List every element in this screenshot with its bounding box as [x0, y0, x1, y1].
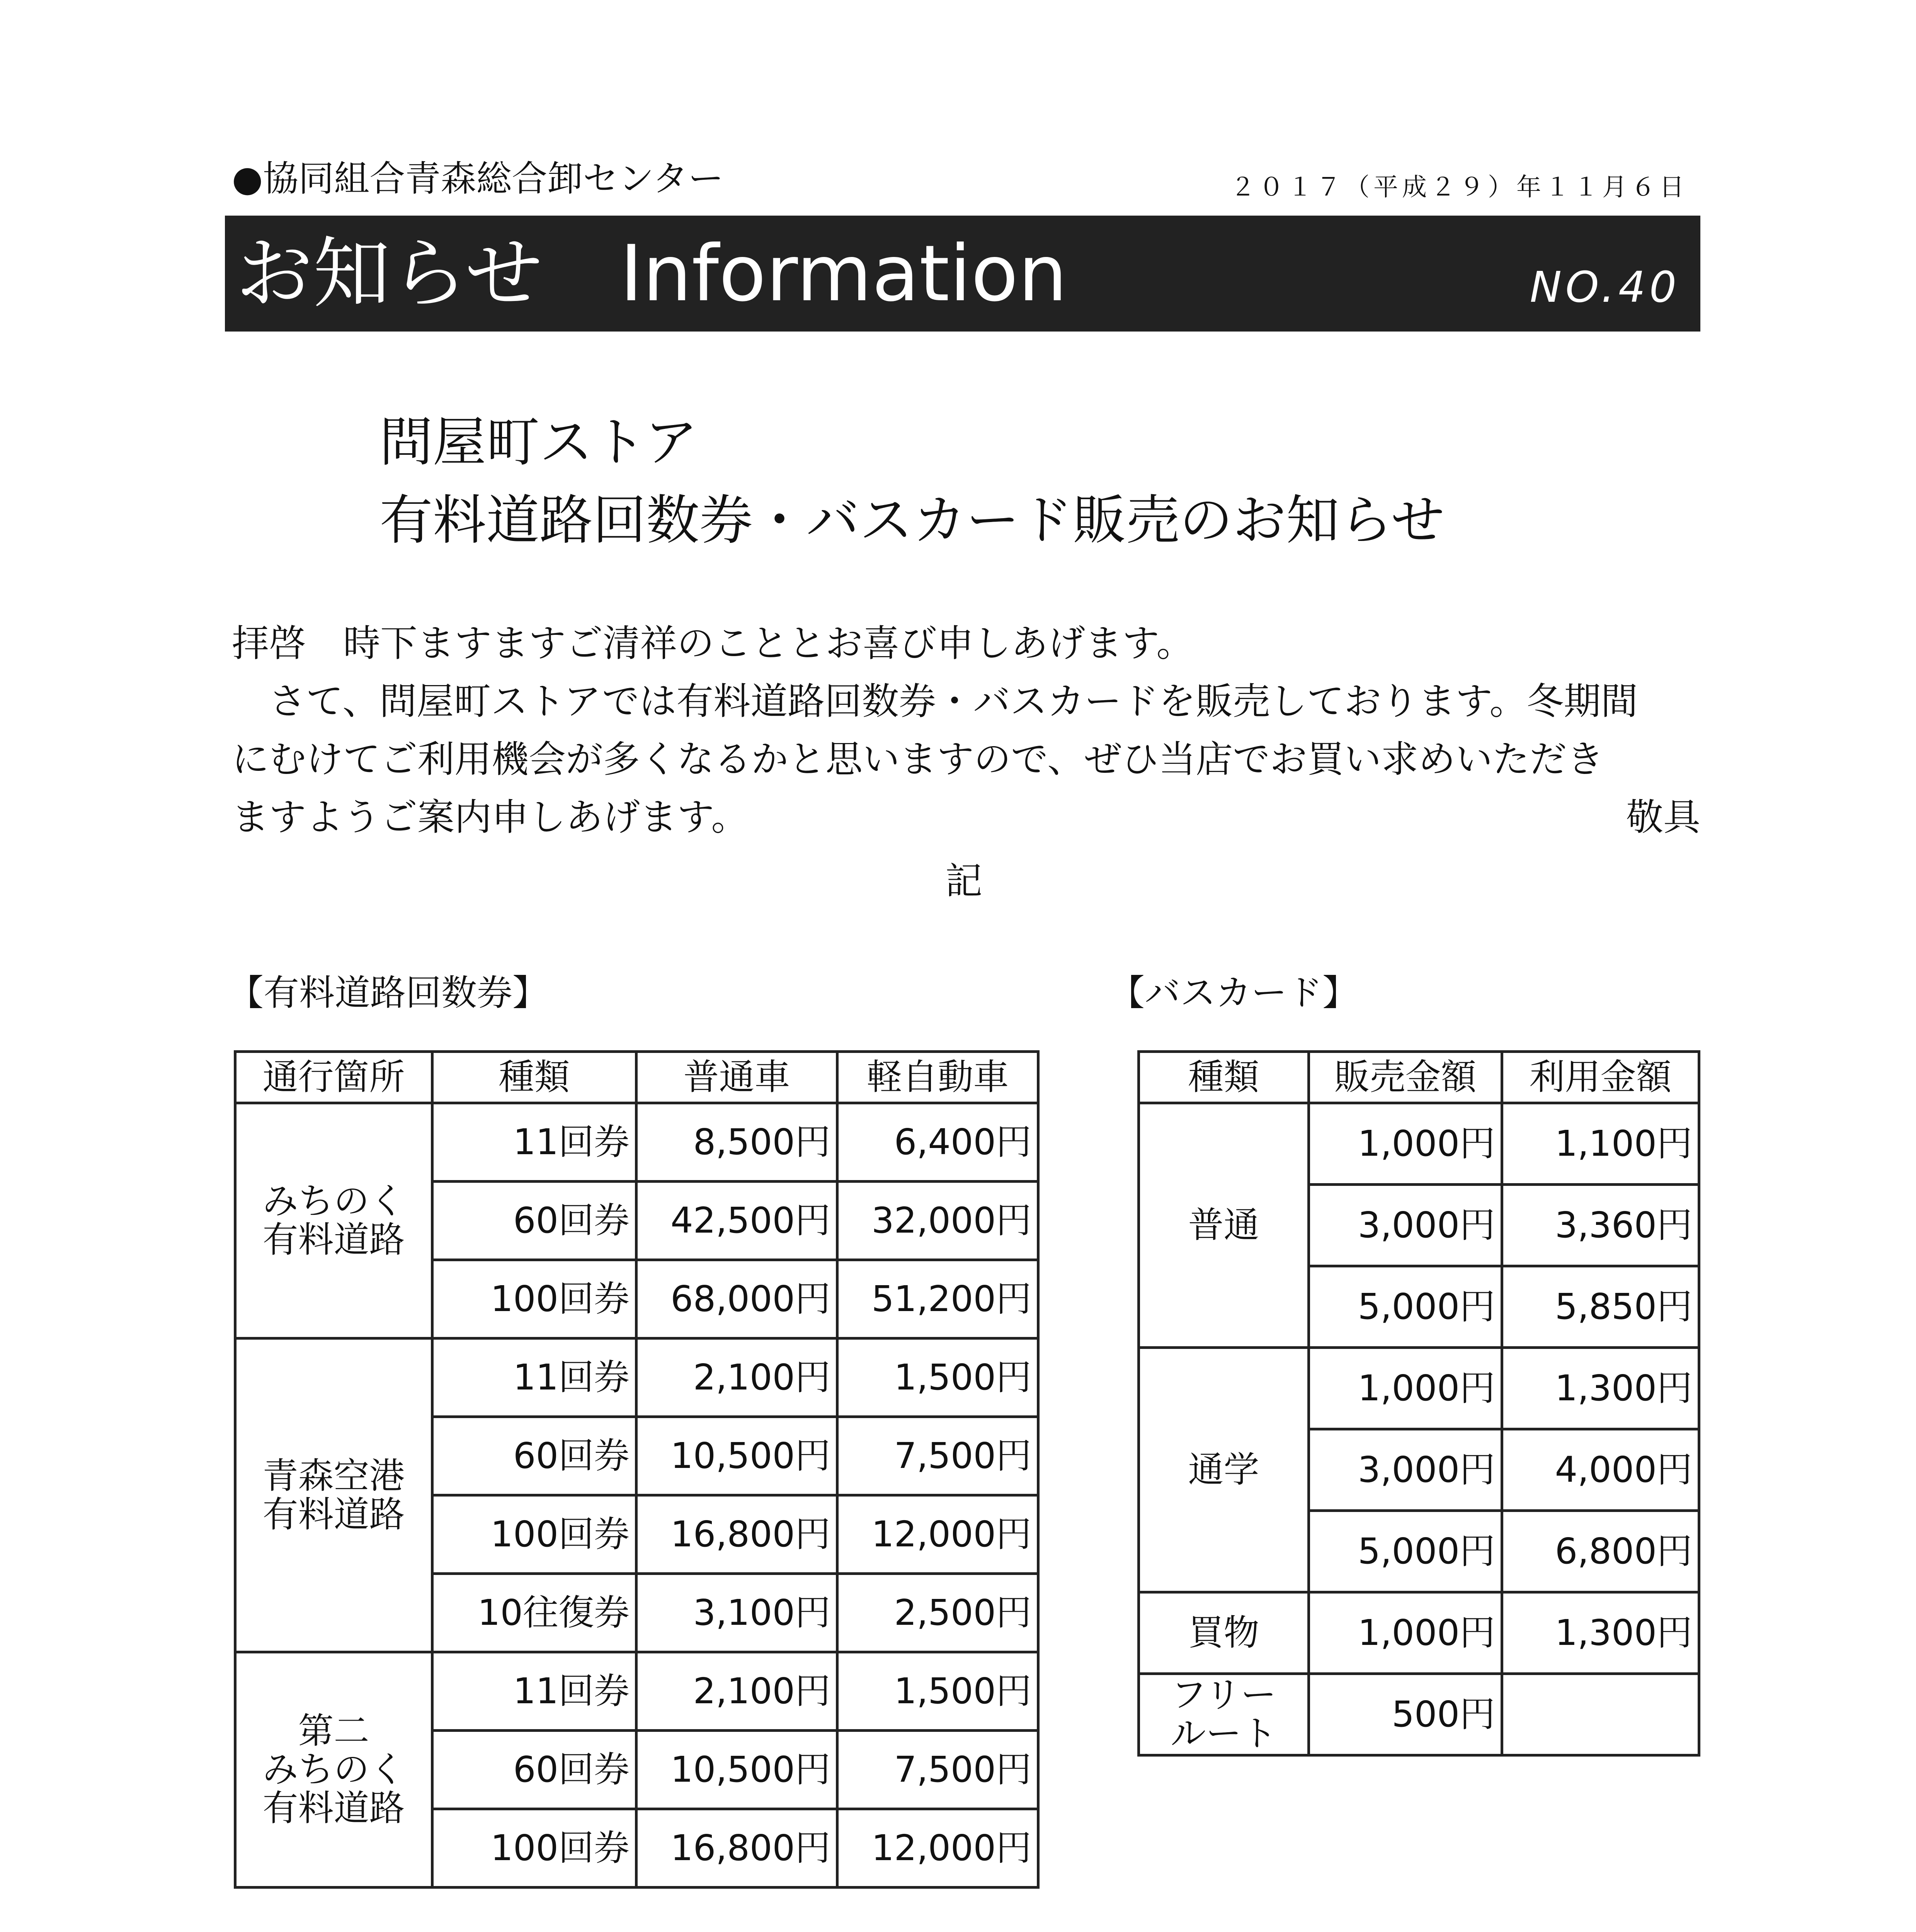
issue-date: ２０１７（平成２９）年１１月６日	[1230, 173, 1688, 202]
regular-car-price: 10,500円	[636, 1417, 837, 1495]
regular-car-price: 10,500円	[636, 1731, 837, 1809]
kei-car-price: 51,200円	[837, 1260, 1038, 1338]
card-type: 買物	[1139, 1592, 1309, 1674]
page-title-line1: 問屋町ストア	[379, 411, 698, 473]
table-row	[235, 1652, 1038, 1731]
usage-value: 4,000円	[1502, 1429, 1699, 1511]
organization-name: ●協同組合青森総合卸センター	[232, 158, 724, 199]
sale-price: 500円	[1309, 1674, 1502, 1755]
kei-car-price: 7,500円	[837, 1731, 1038, 1809]
route-name: 青森空港 有料道路	[235, 1338, 432, 1652]
kei-car-price: 2,500円	[837, 1574, 1038, 1652]
usage-value: 6,800円	[1502, 1511, 1699, 1592]
table-row	[235, 1338, 1038, 1417]
closing-keigu: 敬具	[1626, 796, 1700, 839]
column-header: 軽自動車	[837, 1052, 1038, 1103]
table-header-row	[1139, 1052, 1699, 1103]
kei-car-price: 1,500円	[837, 1652, 1038, 1731]
table-header-row	[235, 1052, 1038, 1103]
regular-car-price: 16,800円	[636, 1495, 837, 1574]
kei-car-price: 12,000円	[837, 1809, 1038, 1888]
sale-price: 5,000円	[1309, 1511, 1502, 1592]
kei-car-price: 32,000円	[837, 1182, 1038, 1260]
ticket-type: 10往復券	[432, 1574, 636, 1652]
route-name: みちのく 有料道路	[235, 1103, 432, 1338]
usage-value: 5,850円	[1502, 1266, 1699, 1348]
toll-table-body	[235, 1103, 1038, 1888]
toll-table-caption: 【有料道路回数券】	[228, 972, 548, 1014]
sale-price: 3,000円	[1309, 1185, 1502, 1266]
column-header: 販売金額	[1309, 1052, 1502, 1103]
ki-mark: 記	[945, 859, 982, 903]
body-line: 拝啓 時下ますますご清祥のこととお喜び申しあげます。	[232, 622, 1194, 665]
table-row	[1139, 1674, 1699, 1755]
usage-value: 3,360円	[1502, 1185, 1699, 1266]
ticket-type: 11回券	[432, 1338, 636, 1417]
ticket-type: 100回券	[432, 1260, 636, 1338]
page-title-line2: 有料道路回数券・バスカード販売のお知らせ	[379, 489, 1445, 551]
ticket-type: 60回券	[432, 1182, 636, 1260]
table-row	[1139, 1103, 1699, 1185]
toll-ticket-table	[234, 1050, 1040, 1889]
usage-value: 1,300円	[1502, 1348, 1699, 1429]
sale-price: 1,000円	[1309, 1348, 1502, 1429]
kei-car-price: 6,400円	[837, 1103, 1038, 1182]
ticket-type: 100回券	[432, 1495, 636, 1574]
kei-car-price: 7,500円	[837, 1417, 1038, 1495]
column-header: 種類	[432, 1052, 636, 1103]
card-type: フリー ルート	[1139, 1674, 1309, 1755]
table-row	[1139, 1592, 1699, 1674]
body-line: さて、問屋町ストアでは有料道路回数券・バスカードを販売しております。冬期間	[232, 680, 1638, 723]
card-type: 普通	[1139, 1103, 1309, 1348]
ticket-type: 11回券	[432, 1652, 636, 1731]
bus-table-body	[1139, 1103, 1699, 1755]
body-line: にむけてご利用機会が多くなるかと思いますので、ぜひ当店でお買い求めいただき	[232, 738, 1604, 781]
ticket-type: 60回券	[432, 1731, 636, 1809]
table-row	[1139, 1348, 1699, 1429]
body-line: ますようご案内申しあげます。	[232, 796, 749, 839]
body-line-last	[232, 788, 1700, 846]
regular-car-price: 3,100円	[636, 1574, 837, 1652]
usage-value: 1,300円	[1502, 1592, 1699, 1674]
route-name: 第二 みちのく 有料道路	[235, 1652, 432, 1888]
column-header: 種類	[1139, 1052, 1309, 1103]
kei-car-price: 1,500円	[837, 1338, 1038, 1417]
regular-car-price: 68,000円	[636, 1260, 837, 1338]
banner-title: お知らせ Information	[236, 229, 1067, 319]
body-text	[232, 614, 1700, 846]
column-header: 利用金額	[1502, 1052, 1699, 1103]
sale-price: 1,000円	[1309, 1103, 1502, 1185]
ticket-type: 60回券	[432, 1417, 636, 1495]
ticket-type: 11回券	[432, 1103, 636, 1182]
table-row	[235, 1103, 1038, 1182]
card-type: 通学	[1139, 1348, 1309, 1592]
sale-price: 5,000円	[1309, 1266, 1502, 1348]
regular-car-price: 42,500円	[636, 1182, 837, 1260]
regular-car-price: 8,500円	[636, 1103, 837, 1182]
regular-car-price: 2,100円	[636, 1338, 837, 1417]
column-header: 普通車	[636, 1052, 837, 1103]
ticket-type: 100回券	[432, 1809, 636, 1888]
usage-value: 1,100円	[1502, 1103, 1699, 1185]
sale-price: 3,000円	[1309, 1429, 1502, 1511]
header-banner	[225, 216, 1700, 332]
sale-price: 1,000円	[1309, 1592, 1502, 1674]
bus-table-caption: 【バスカード】	[1109, 972, 1358, 1014]
column-header: 通行箇所	[235, 1052, 432, 1103]
usage-value	[1502, 1674, 1699, 1755]
kei-car-price: 12,000円	[837, 1495, 1038, 1574]
bus-card-table	[1137, 1050, 1700, 1757]
regular-car-price: 16,800円	[636, 1809, 837, 1888]
issue-number: NO.40	[1530, 262, 1680, 312]
regular-car-price: 2,100円	[636, 1652, 837, 1731]
